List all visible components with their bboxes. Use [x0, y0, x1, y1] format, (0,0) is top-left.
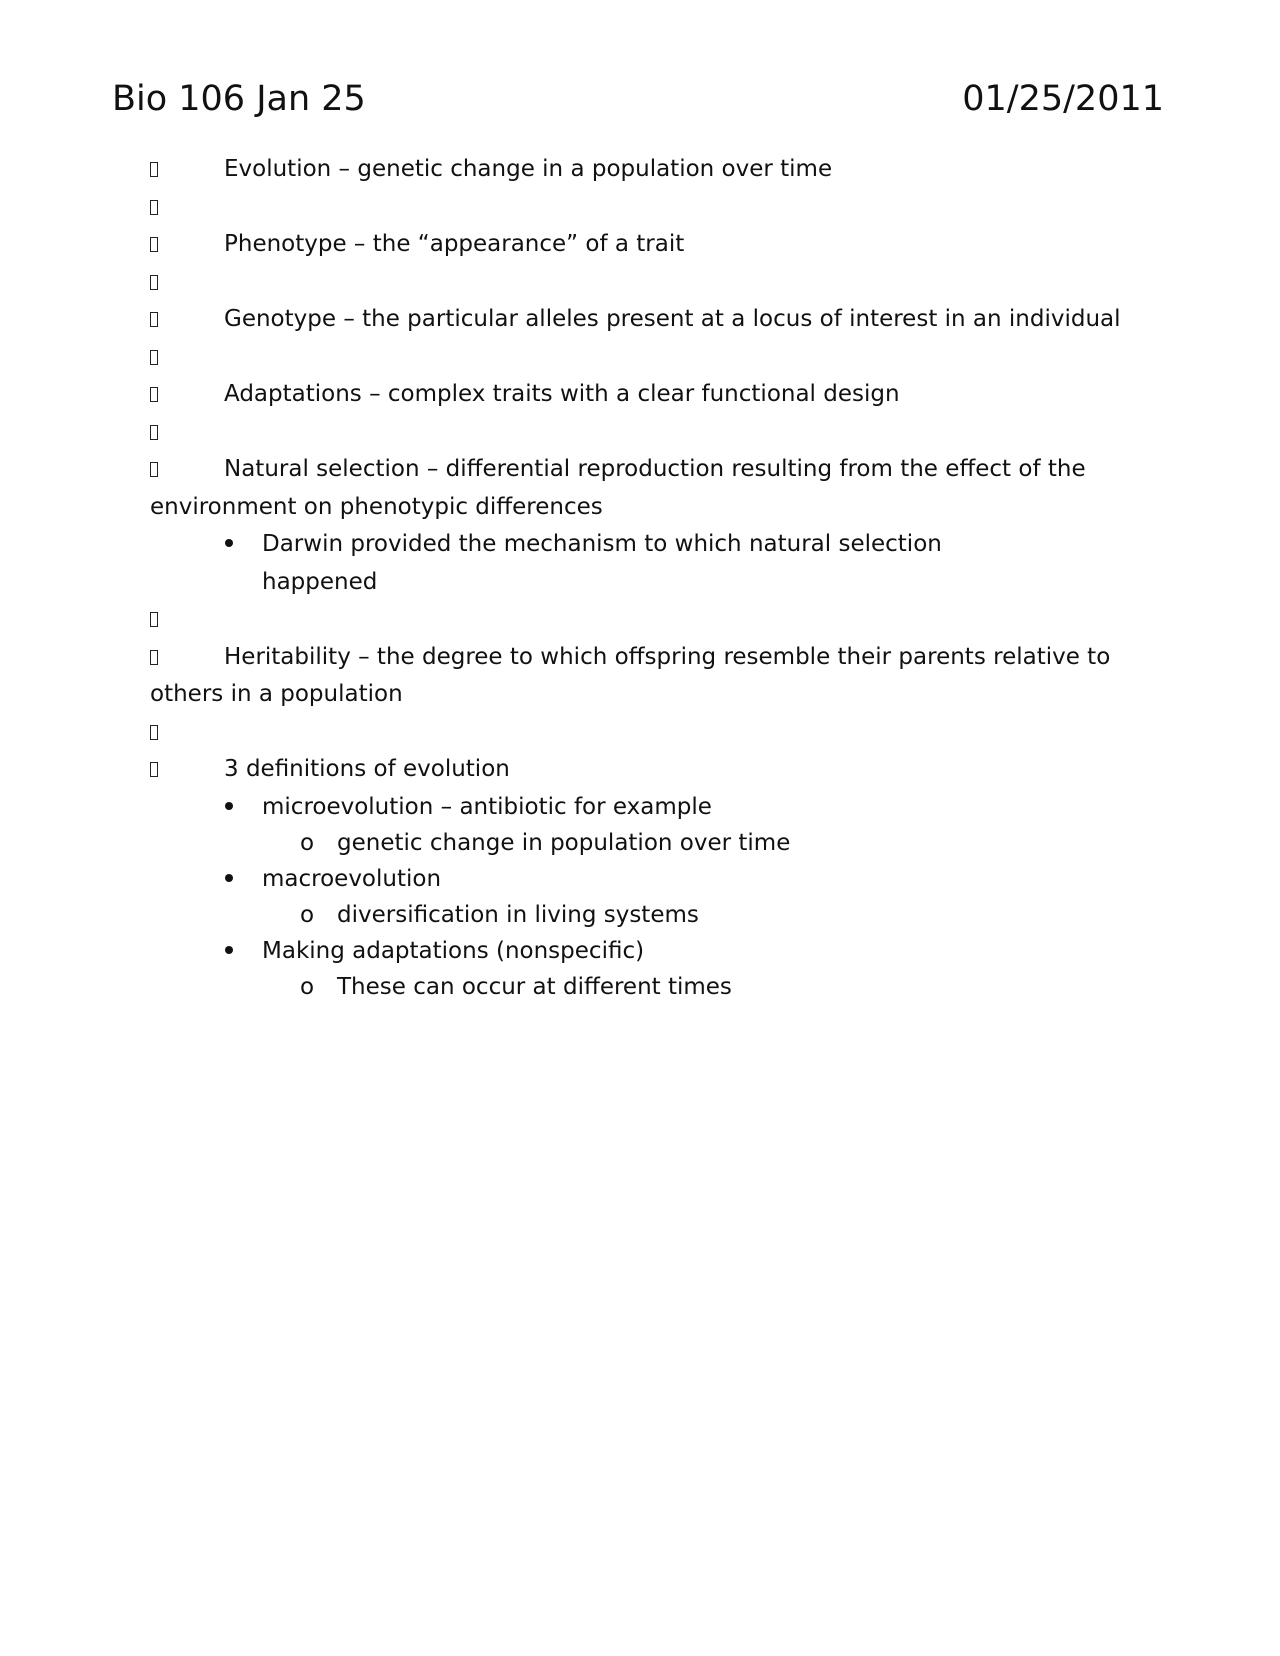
note-definitions: 3 definitions of evolution: [224, 756, 510, 782]
note-paragraph: [150, 301, 1140, 339]
page-header: [112, 74, 1164, 124]
bullet-dot-icon: [225, 802, 233, 810]
bullet-microevolution: microevolution – antibiotic for example: [262, 793, 712, 820]
missing-glyph-icon: [150, 387, 158, 402]
missing-glyph-icon: [150, 650, 158, 665]
missing-glyph-icon: [150, 237, 158, 252]
missing-glyph-icon: [150, 162, 158, 177]
sub-bullet-macro: diversification in living systems: [337, 901, 699, 928]
sub-bullet-making: These can occur at different times: [337, 973, 732, 1000]
note-paragraph: [150, 451, 1140, 526]
empty-paragraph: [150, 189, 1140, 227]
bullet-item: [150, 526, 1140, 601]
note-evolution: Evolution – genetic change in a population over time: [224, 156, 833, 182]
empty-paragraph: [150, 601, 1140, 639]
bullet-making-adaptations: Making adaptations (nonspecific): [262, 937, 645, 964]
note-paragraph: [150, 151, 1140, 189]
note-paragraph: [150, 226, 1140, 264]
page-date: 01/25/2011: [962, 79, 1164, 119]
bullet-darwin: Darwin provided the mechanism to which natural selection happened: [262, 531, 942, 595]
empty-paragraph: [150, 264, 1140, 302]
empty-paragraph: [150, 339, 1140, 377]
missing-glyph-icon: [150, 462, 158, 477]
bullet-item: [150, 861, 1140, 897]
sub-bullet-micro: genetic change in population over time: [337, 829, 791, 856]
empty-paragraph: [150, 414, 1140, 452]
bullet-dot-icon: [225, 539, 233, 547]
missing-glyph-icon: [150, 725, 158, 740]
sub-bullet-marker: o: [300, 973, 315, 1000]
missing-glyph-icon: [150, 275, 158, 290]
note-genotype: Genotype – the particular alleles present at a locus of interest in an individual: [224, 306, 1121, 332]
missing-glyph-icon: [150, 612, 158, 627]
note-paragraph: [150, 376, 1140, 414]
bullet-item: [150, 933, 1140, 969]
notes-body: [150, 151, 1140, 1005]
bullet-dot-icon: [225, 946, 233, 954]
note-natural-selection: Natural selection – differential reproduction resulting from the effect of the environment on phenotypic differences: [150, 456, 1086, 520]
sub-bullet-marker: o: [300, 829, 315, 856]
missing-glyph-icon: [150, 200, 158, 215]
note-paragraph: [150, 751, 1140, 789]
missing-glyph-icon: [150, 350, 158, 365]
note-adaptations: Adaptations – complex traits with a clear functional design: [224, 381, 900, 407]
sub-bullet-item: [150, 897, 1140, 933]
bullet-macroevolution: macroevolution: [262, 865, 442, 892]
bullet-dot-icon: [225, 874, 233, 882]
note-heritability: Heritability – the degree to which offspring resemble their parents relative to others in a population: [150, 643, 1111, 707]
page-title: Bio 106 Jan 25: [112, 79, 366, 119]
sub-bullet-item: [150, 969, 1140, 1005]
missing-glyph-icon: [150, 762, 158, 777]
note-paragraph: [150, 639, 1140, 714]
missing-glyph-icon: [150, 312, 158, 327]
missing-glyph-icon: [150, 425, 158, 440]
sub-bullet-item: [150, 825, 1140, 861]
note-phenotype: Phenotype – the “appearance” of a trait: [224, 231, 685, 257]
empty-paragraph: [150, 714, 1140, 752]
sub-bullet-marker: o: [300, 901, 315, 928]
bullet-item: [150, 789, 1140, 825]
